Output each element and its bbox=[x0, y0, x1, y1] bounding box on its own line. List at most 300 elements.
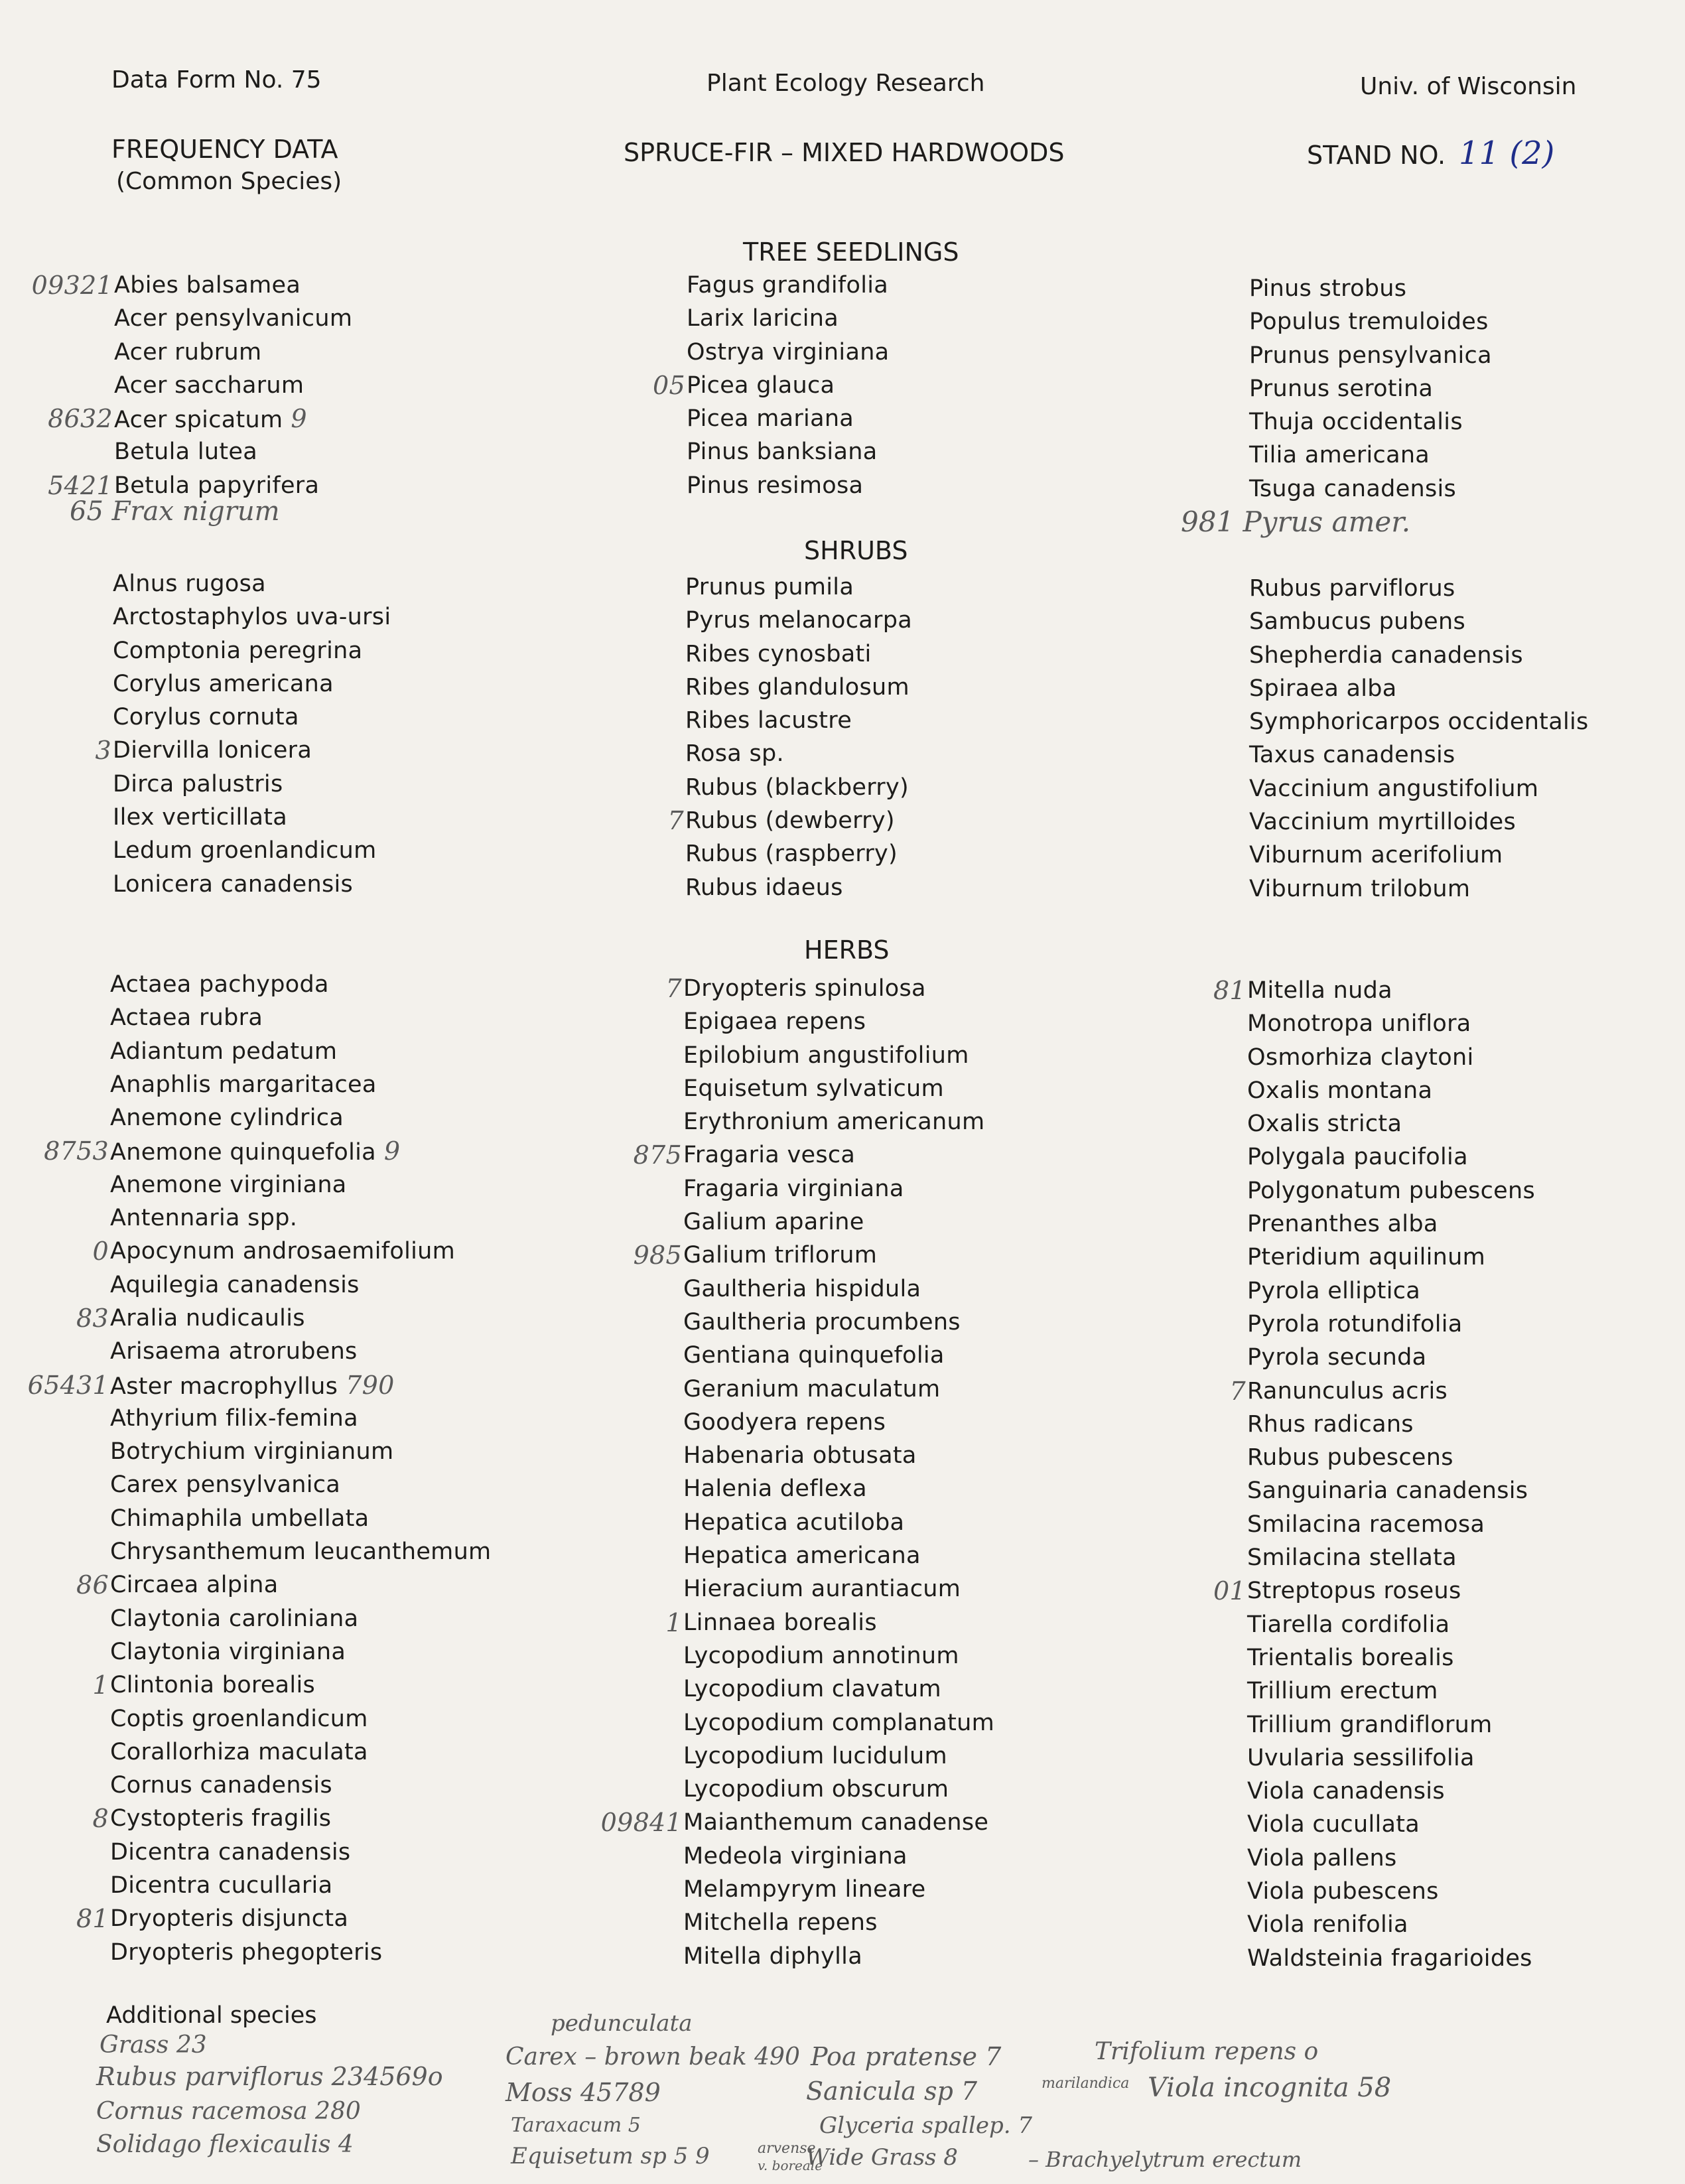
species-name: Fragaria virginiana bbox=[683, 1175, 904, 1202]
species-row bbox=[1247, 1074, 1535, 1107]
species-row bbox=[1247, 1608, 1535, 1641]
species-name: Hieracium aurantiacum bbox=[683, 1576, 961, 1603]
handwritten-tally: 05 bbox=[653, 370, 685, 400]
species-row bbox=[1249, 672, 1589, 705]
species-row bbox=[1247, 1408, 1535, 1441]
species-name: Epilobium angustifolium bbox=[683, 1042, 969, 1069]
species-name: Apocynum androsaemifolium bbox=[110, 1238, 455, 1265]
species-row bbox=[92, 1235, 491, 1268]
herbs-col-2 bbox=[600, 972, 994, 1973]
shrubs-col-3 bbox=[1249, 572, 1589, 906]
species-name: Prunus serotina bbox=[1249, 375, 1434, 402]
species-name: Prenanthes alba bbox=[1247, 1211, 1438, 1238]
species-row bbox=[667, 804, 912, 837]
species-name: Symphoricarpos occidentalis bbox=[1249, 709, 1589, 736]
species-name: Ilex verticillata bbox=[113, 804, 288, 831]
species-name: Tsuga canadensis bbox=[1249, 475, 1457, 502]
species-row bbox=[76, 1902, 491, 1935]
species-name: Gentiana quinquefolia bbox=[683, 1342, 945, 1369]
species-row bbox=[1247, 1808, 1535, 1841]
species-name: Viola pallens bbox=[1247, 1844, 1397, 1872]
handwritten-tally: 86 bbox=[76, 1570, 109, 1600]
handwritten-tally: 3 bbox=[95, 736, 111, 766]
species-name: Gaultheria hispidula bbox=[683, 1275, 921, 1302]
species-name: Lycopodium annotinum bbox=[683, 1642, 959, 1669]
handwritten-tree-note-3: 981 Pyrus amer. bbox=[1181, 506, 1411, 538]
species-row bbox=[1249, 572, 1589, 605]
species-row bbox=[1213, 1574, 1535, 1607]
species-name: Corallorhiza maculata bbox=[110, 1738, 368, 1765]
species-row bbox=[95, 734, 391, 767]
species-row bbox=[110, 1001, 491, 1034]
species-name: Rhus radicans bbox=[1247, 1410, 1414, 1438]
species-name: Ribes glandulosum bbox=[685, 673, 910, 701]
species-name: Abies balsamea bbox=[114, 272, 301, 299]
species-name: Claytonia caroliniana bbox=[110, 1605, 359, 1632]
species-row bbox=[1249, 805, 1589, 839]
species-name: Corylus cornuta bbox=[113, 704, 299, 731]
species-name: Viola renifolia bbox=[1247, 1911, 1408, 1939]
species-row bbox=[1247, 1541, 1535, 1574]
species-row bbox=[31, 269, 352, 302]
frequency-data-title: FREQUENCY DATA bbox=[111, 135, 338, 164]
species-row bbox=[1249, 772, 1589, 805]
species-name: Aquilegia canadensis bbox=[110, 1271, 360, 1298]
species-row bbox=[1249, 705, 1589, 738]
handwritten-note: Cornus racemosa 280 bbox=[96, 2098, 361, 2125]
species-row bbox=[687, 402, 889, 435]
handwritten-tally: 9 bbox=[383, 1136, 401, 1166]
species-row bbox=[110, 1035, 491, 1068]
handwritten-tally: 81 bbox=[76, 1904, 109, 1934]
species-row bbox=[113, 667, 391, 701]
species-row bbox=[653, 369, 889, 402]
species-row bbox=[1247, 1674, 1535, 1708]
species-name: Taxus canadensis bbox=[1249, 742, 1455, 769]
species-name: Rubus (dewberry) bbox=[685, 807, 895, 835]
species-name: Pinus banksiana bbox=[687, 439, 878, 466]
species-row bbox=[113, 768, 391, 801]
species-name: Osmorhiza claytoni bbox=[1247, 1044, 1474, 1071]
species-row bbox=[1247, 1741, 1535, 1775]
species-name: Mitella nuda bbox=[1247, 977, 1392, 1004]
species-name: Viola cucullata bbox=[1247, 1811, 1420, 1838]
species-name: Hepatica acutiloba bbox=[683, 1509, 905, 1536]
species-name: Polygonatum pubescens bbox=[1247, 1177, 1535, 1204]
species-row bbox=[683, 1439, 994, 1472]
species-row bbox=[687, 469, 889, 502]
species-name: Trientalis borealis bbox=[1247, 1644, 1454, 1671]
species-name: Diervilla lonicera bbox=[113, 737, 312, 764]
species-row bbox=[1247, 1908, 1535, 1941]
species-name: Smilacina stellata bbox=[1247, 1544, 1457, 1572]
species-row bbox=[683, 1940, 994, 1973]
species-name: Erythronium americanum bbox=[683, 1109, 985, 1136]
species-row bbox=[110, 1836, 491, 1869]
species-row bbox=[683, 1105, 994, 1138]
species-row bbox=[110, 1402, 491, 1435]
species-name: Rubus idaeus bbox=[685, 874, 843, 901]
species-name: Actaea pachypoda bbox=[110, 971, 329, 998]
handwritten-tally: 8753 bbox=[44, 1136, 109, 1166]
species-row bbox=[600, 1806, 994, 1839]
species-name: Dryopteris phegopteris bbox=[110, 1939, 383, 1966]
species-row bbox=[76, 1302, 491, 1335]
species-row bbox=[633, 1239, 994, 1272]
species-row bbox=[687, 269, 889, 302]
species-row bbox=[1247, 1041, 1535, 1074]
species-row bbox=[1229, 1375, 1535, 1408]
species-row bbox=[113, 834, 391, 867]
species-row bbox=[1249, 272, 1492, 305]
stand-number bbox=[1307, 135, 1554, 172]
species-name: Polygala paucifolia bbox=[1247, 1144, 1468, 1171]
species-row bbox=[683, 1873, 994, 1906]
section-shrubs: SHRUBS bbox=[804, 536, 908, 565]
species-name: Sanguinaria canadensis bbox=[1247, 1477, 1528, 1505]
species-row bbox=[1249, 339, 1492, 372]
species-row bbox=[1213, 974, 1535, 1007]
species-row bbox=[683, 1406, 994, 1439]
species-name: Pyrola elliptica bbox=[1247, 1277, 1421, 1304]
species-name: Pyrola secunda bbox=[1247, 1344, 1427, 1371]
species-name: Ranunculus acris bbox=[1247, 1377, 1448, 1404]
species-name: Athyrium filix-femina bbox=[110, 1404, 358, 1432]
species-name: Viola pubescens bbox=[1247, 1878, 1439, 1905]
handwritten-tally: 09321 bbox=[31, 271, 113, 300]
species-name: Galium aparine bbox=[683, 1209, 864, 1236]
species-row bbox=[683, 1172, 994, 1205]
handwritten-note: Wide Grass 8 bbox=[806, 2144, 958, 2171]
species-name: Fragaria vesca bbox=[683, 1142, 856, 1169]
species-name: Gaultheria procumbens bbox=[683, 1308, 961, 1335]
species-row bbox=[685, 571, 912, 604]
species-name: Arisaema atrorubens bbox=[110, 1338, 358, 1365]
species-name: Acer spicatum bbox=[114, 407, 283, 434]
species-name: Antennaria spp. bbox=[110, 1205, 298, 1232]
species-row bbox=[114, 435, 352, 468]
species-row bbox=[1247, 1241, 1535, 1274]
species-name: Viola canadensis bbox=[1247, 1778, 1445, 1805]
species-row bbox=[1247, 1875, 1535, 1908]
species-name: Maianthemum canadense bbox=[683, 1809, 989, 1836]
species-row bbox=[687, 435, 889, 468]
species-row bbox=[110, 968, 491, 1001]
species-name: Fagus grandifolia bbox=[687, 272, 889, 299]
species-name: Rubus parviflorus bbox=[1249, 575, 1455, 602]
handwritten-note: Carex – brown beak 490 bbox=[506, 2043, 800, 2071]
species-row bbox=[1247, 1007, 1535, 1040]
species-row bbox=[114, 369, 352, 402]
shrubs-col-2 bbox=[667, 571, 912, 904]
species-name: Arctostaphylos uva-ursi bbox=[113, 604, 391, 631]
species-row bbox=[685, 604, 912, 637]
species-name: Monotropa uniflora bbox=[1247, 1010, 1471, 1038]
species-row bbox=[1249, 738, 1589, 772]
handwritten-note: Sanicula sp 7 bbox=[806, 2077, 978, 2106]
species-name: Goodyera repens bbox=[683, 1408, 886, 1436]
handwritten-note: Viola incognita 58 bbox=[1148, 2073, 1392, 2103]
species-row bbox=[110, 1535, 491, 1568]
species-row bbox=[27, 1369, 491, 1402]
species-name: Dryopteris disjuncta bbox=[110, 1905, 349, 1933]
species-row bbox=[110, 1201, 491, 1235]
species-name: Anaphlis margaritacea bbox=[110, 1071, 377, 1098]
handwritten-tally: 5421 bbox=[48, 470, 113, 500]
species-name: Cystopteris fragilis bbox=[110, 1805, 332, 1832]
species-name: Galium triflorum bbox=[683, 1242, 878, 1269]
handwritten-tree-note-1: 65 Frax nigrum bbox=[70, 496, 280, 527]
species-name: Anemone cylindrica bbox=[110, 1105, 344, 1132]
herbs-col-1 bbox=[27, 968, 492, 1969]
species-name: Betula papyrifera bbox=[114, 472, 320, 499]
species-row bbox=[683, 1506, 994, 1539]
species-name: Circaea alpina bbox=[110, 1572, 279, 1599]
species-name: Trillium grandiflorum bbox=[1247, 1711, 1493, 1738]
species-row bbox=[683, 1306, 994, 1339]
stand-label: STAND NO. bbox=[1307, 141, 1446, 170]
handwritten-note: Taraxacum 5 bbox=[511, 2114, 641, 2137]
species-row bbox=[1247, 1474, 1535, 1507]
handwritten-note: Trifolium repens o bbox=[1095, 2038, 1319, 2065]
handwritten-note: arvense bbox=[758, 2140, 816, 2157]
species-name: Rosa sp. bbox=[685, 740, 784, 768]
species-name: Picea glauca bbox=[687, 372, 835, 399]
species-row bbox=[113, 701, 391, 734]
species-row bbox=[1247, 1341, 1535, 1374]
handwritten-tally: 7 bbox=[665, 974, 682, 1003]
species-row bbox=[685, 704, 912, 737]
species-name: Uvularia sessilifolia bbox=[1247, 1744, 1475, 1771]
species-row bbox=[1247, 1174, 1535, 1207]
species-name: Tilia americana bbox=[1249, 442, 1430, 469]
species-name: Ledum groenlandicum bbox=[113, 837, 377, 864]
species-name: Populus tremuloides bbox=[1249, 308, 1489, 336]
species-name: Thuja occidentalis bbox=[1249, 409, 1463, 436]
species-name: Oxalis stricta bbox=[1247, 1111, 1402, 1138]
species-row bbox=[1247, 1441, 1535, 1474]
species-name: Linnaea borealis bbox=[683, 1609, 877, 1636]
species-name: Lycopodium complanatum bbox=[683, 1709, 994, 1736]
species-row bbox=[1249, 405, 1492, 439]
species-row bbox=[685, 871, 912, 904]
handwritten-tally: 0 bbox=[92, 1237, 109, 1266]
additional-species-label: Additional species bbox=[106, 2002, 317, 2029]
species-row bbox=[92, 1802, 491, 1835]
species-row bbox=[683, 1773, 994, 1806]
species-name: Pteridium aquilinum bbox=[1247, 1244, 1485, 1271]
species-name: Dicentra cucullaria bbox=[110, 1872, 333, 1899]
species-name: Rubus (raspberry) bbox=[685, 841, 898, 868]
species-row bbox=[1247, 1708, 1535, 1741]
species-name: Epigaea repens bbox=[683, 1008, 866, 1036]
forest-type: SPRUCE-FIR – MIXED HARDWOODS bbox=[624, 138, 1065, 167]
handwritten-tally: 81 bbox=[1213, 976, 1246, 1005]
species-row bbox=[633, 1138, 994, 1172]
species-row bbox=[683, 1005, 994, 1038]
species-row bbox=[683, 1672, 994, 1706]
species-name: Rubus (blackberry) bbox=[685, 774, 909, 801]
species-name: Tiarella cordifolia bbox=[1247, 1611, 1450, 1638]
species-name: Lycopodium clavatum bbox=[683, 1676, 941, 1703]
species-row bbox=[683, 1906, 994, 1939]
handwritten-tally: 1 bbox=[92, 1671, 109, 1700]
handwritten-tally: 8 bbox=[92, 1804, 109, 1834]
species-row bbox=[683, 1072, 994, 1105]
species-row bbox=[685, 837, 912, 870]
species-name: Hepatica americana bbox=[683, 1542, 921, 1570]
handwritten-tally: 01 bbox=[1213, 1576, 1246, 1606]
species-row bbox=[110, 1936, 491, 1969]
species-row bbox=[1247, 1775, 1535, 1808]
species-row bbox=[110, 1168, 491, 1201]
university: Univ. of Wisconsin bbox=[1360, 73, 1577, 100]
handwritten-note: v. boreale bbox=[758, 2157, 823, 2173]
species-row bbox=[110, 1068, 491, 1101]
species-row bbox=[110, 1602, 491, 1635]
species-name: Acer pensylvanicum bbox=[114, 305, 353, 332]
species-row bbox=[685, 638, 912, 671]
species-row bbox=[683, 1740, 994, 1773]
species-name: Dryopteris spinulosa bbox=[683, 975, 926, 1002]
species-row bbox=[110, 1769, 491, 1802]
species-name: Betula lutea bbox=[114, 439, 257, 466]
species-row bbox=[110, 1435, 491, 1468]
species-name: Pinus resimosa bbox=[687, 472, 864, 499]
species-name: Halenia deflexa bbox=[683, 1475, 867, 1503]
species-row bbox=[110, 1468, 491, 1501]
species-row bbox=[683, 1339, 994, 1372]
handwritten-tally: 9 bbox=[291, 404, 307, 434]
species-row bbox=[687, 336, 889, 369]
species-row bbox=[1249, 605, 1589, 638]
species-name: Coptis groenlandicum bbox=[110, 1705, 368, 1732]
species-row bbox=[665, 1606, 994, 1639]
species-name: Anemone quinquefolia bbox=[110, 1139, 376, 1166]
species-name: Lonicera canadensis bbox=[113, 870, 354, 898]
species-row bbox=[1247, 1508, 1535, 1541]
species-row bbox=[110, 1268, 491, 1302]
handwritten-tally: 790 bbox=[346, 1370, 395, 1400]
species-name: Geranium maculatum bbox=[683, 1375, 941, 1402]
species-name: Shepherdia canadensis bbox=[1249, 642, 1523, 669]
handwritten-note: marilandica bbox=[1042, 2075, 1130, 2092]
section-herbs: HERBS bbox=[804, 935, 890, 965]
species-name: Lycopodium obscurum bbox=[683, 1776, 949, 1803]
species-name: Smilacina racemosa bbox=[1247, 1511, 1485, 1538]
species-name: Acer saccharum bbox=[114, 372, 304, 399]
stand-value: 11 (2) bbox=[1459, 135, 1555, 172]
species-name: Carex pensylvanica bbox=[110, 1471, 341, 1499]
species-name: Prunus pumila bbox=[685, 574, 854, 600]
handwritten-tally: 985 bbox=[633, 1241, 682, 1270]
species-row bbox=[44, 1134, 491, 1168]
species-name: Rubus pubescens bbox=[1247, 1444, 1453, 1471]
species-row bbox=[683, 1840, 994, 1873]
species-name: Sambucus pubens bbox=[1249, 608, 1466, 636]
species-row bbox=[1249, 839, 1589, 872]
species-row bbox=[1249, 305, 1492, 338]
species-name: Mitchella repens bbox=[683, 1909, 878, 1937]
species-name: Equisetum sylvaticum bbox=[683, 1075, 944, 1102]
species-name: Larix laricina bbox=[687, 305, 839, 332]
species-name: Ostrya virginiana bbox=[687, 338, 890, 366]
species-row bbox=[1247, 1641, 1535, 1674]
species-name: Actaea rubra bbox=[110, 1004, 263, 1032]
species-row bbox=[683, 1272, 994, 1306]
species-row bbox=[683, 1539, 994, 1572]
species-name: Clintonia borealis bbox=[110, 1672, 316, 1699]
species-row bbox=[683, 1639, 994, 1672]
handwritten-note: Equisetum sp 5 9 bbox=[511, 2143, 710, 2169]
handwritten-note: Glyceria spallep. 7 bbox=[819, 2112, 1032, 2139]
herbs-col-3 bbox=[1213, 974, 1535, 1975]
species-row bbox=[1249, 639, 1589, 672]
tree-seedlings-col-3 bbox=[1249, 272, 1492, 506]
species-name: Vaccinium myrtilloides bbox=[1249, 809, 1516, 836]
species-name: Lycopodium lucidulum bbox=[683, 1742, 947, 1769]
species-row bbox=[1249, 372, 1492, 405]
species-name: Alnus rugosa bbox=[113, 571, 266, 597]
species-row bbox=[113, 600, 391, 634]
handwritten-note: Poa pratense 7 bbox=[811, 2042, 1002, 2071]
section-tree-seedlings: TREE SEEDLINGS bbox=[743, 238, 959, 267]
species-row bbox=[113, 868, 391, 901]
species-row bbox=[683, 1039, 994, 1072]
species-row bbox=[1249, 472, 1492, 506]
species-name: Waldsteinia fragarioides bbox=[1247, 1945, 1532, 1972]
species-row bbox=[113, 801, 391, 834]
species-row bbox=[110, 1635, 491, 1669]
species-name: Streptopus roseus bbox=[1247, 1578, 1461, 1605]
species-row bbox=[1247, 1107, 1535, 1140]
species-row bbox=[110, 1869, 491, 1902]
species-row bbox=[683, 1205, 994, 1239]
species-name: Chimaphila umbellata bbox=[110, 1505, 370, 1532]
species-name: Anemone virginiana bbox=[110, 1171, 347, 1198]
handwritten-note: pedunculata bbox=[551, 2010, 693, 2037]
species-name: Dirca palustris bbox=[113, 770, 283, 797]
species-row bbox=[685, 771, 912, 804]
handwritten-tally: 1 bbox=[665, 1607, 682, 1637]
species-row bbox=[1247, 1942, 1535, 1975]
species-row bbox=[1247, 1140, 1535, 1174]
species-name: Acer rubrum bbox=[114, 338, 262, 366]
species-name: Chrysanthemum leucanthemum bbox=[110, 1538, 492, 1566]
species-name: Ribes cynosbati bbox=[685, 640, 872, 667]
species-row bbox=[114, 302, 352, 335]
species-name: Botrychium virginianum bbox=[110, 1438, 394, 1466]
species-row bbox=[110, 1702, 491, 1736]
handwritten-tally: 7 bbox=[667, 806, 684, 836]
species-name: Spiraea alba bbox=[1249, 675, 1397, 702]
species-row bbox=[1249, 439, 1492, 472]
handwritten-tally: 83 bbox=[76, 1303, 109, 1333]
species-name: Prunus pensylvanica bbox=[1249, 342, 1492, 369]
species-row bbox=[687, 302, 889, 335]
species-row bbox=[113, 634, 391, 667]
species-row bbox=[683, 1572, 994, 1605]
species-name: Aralia nudicaulis bbox=[110, 1304, 305, 1331]
species-row bbox=[1247, 1308, 1535, 1341]
shrubs-col-1 bbox=[95, 567, 391, 901]
species-name: Claytonia virginiana bbox=[110, 1638, 346, 1665]
species-name: Melampyrym lineare bbox=[683, 1876, 926, 1903]
species-name: Pinus strobus bbox=[1249, 275, 1407, 302]
species-row bbox=[685, 671, 912, 704]
handwritten-note: Grass 23 bbox=[100, 2031, 207, 2059]
species-row bbox=[110, 1502, 491, 1535]
